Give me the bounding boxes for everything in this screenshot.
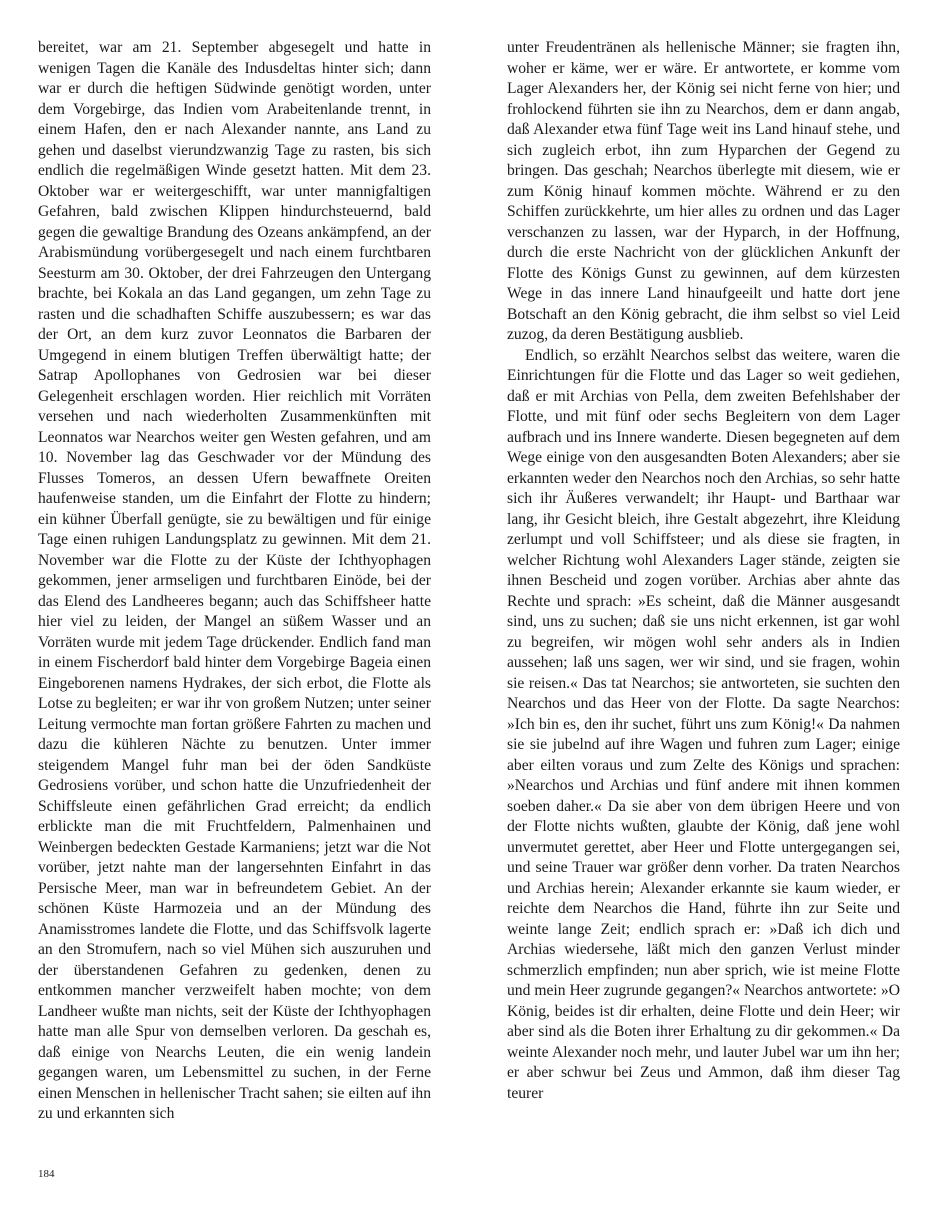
right-column	[507, 38, 900, 1125]
book-page	[38, 38, 900, 1180]
left-paragraph-1: bereitet, war am 21. September abgesegelt und hatte in wenigen Tagen die Kanäle des Indusdeltas hinter sich; dann war er durch die heftigen Südwinde genötigt worden, unter dem Vorgebirge, das Indien vom Arabeitenlande trennt, in einem Hafen, den er nach Alexander nannte, ans Land zu gehen und daselbst vierundzwanzig Tage zu rasten, bis sich endlich die regelmäßigen Winde gesetzt hatten. Mit dem 23. Oktober war er weitergeschifft, war unter mannigfaltigen Gefahren, bald zwischen Klippen hindurchsteuernd, bald gegen die gewaltige Brandung des Ozeans ankämpfend, an der Arabismündung vorübergesegelt und nach einem furchtbaren Seesturm am 30. Oktober, der drei Fahrzeugen den Untergang brachte, bei Kokala an das Land gegangen, um zehn Tage zu rasten und die schadhaften Schiffe auszubessern; es war das der Ort, an dem kurz zuvor Leonnatos die Barbaren der Umgegend in einem blutigen Treffen überwältigt hatte; der Satrap Apollophanes von Gedrosien war bei dieser Gelegenheit erschlagen worden. Hier reichlich mit Vorräten versehen und nach wiederholten Zusammenkünften mit Leonnatos war Nearchos weiter gen Westen gefahren, und am 10. November lag das Geschwader vor der Mündung des Flusses Tomeros, an dessen Ufern bewaffnete Oreiten haufenweise standen, um die Einfahrt der Flotte zu hindern; ein kühner Überfall genügte, sie zu bewältigen und für einige Tage einen ruhigen Landungsplatz zu gewinnen. Mit dem 21. November war die Flotte zu der Küste der Ichthyophagen gekommen, jener armseligen und furchtbaren Einöde, bei der das Elend des Landheeres begann; auch das Schiffsheer hatte hier viel zu leiden, der Mangel an süßem Wasser und an Vorräten wurde mit jedem Tage drückender. Endlich fand man in einem Fischerdorf bald hinter dem Vorgebirge Bageia einen Eingeborenen namens Hydrakes, der sich erbot, die Flotte als Lotse zu begleiten; er war ihr von großem Nutzen; unter seiner Leitung vermochte man fortan größere Fahrten zu machen und dazu die kühleren Nächte zu benutzen. Unter immer steigendem Mangel fuhr man bei der öden Sandküste Gedrosiens vorüber, und schon hatte die Unzufriedenheit der Schiffsleute einen gefährlichen Grad erreicht; da endlich erblickte man die mit Fruchtfeldern, Palmenhainen und Weinbergen bedeckten Gestade Karmaniens; jetzt war die Not vorüber, jetzt nahte man der langersehnten Einfahrt in das Persische Meer, man war in befreundetem Gebiet. An der schönen Küste Harmozeia und an der Mündung des Anamisstromes landete die Flotte, und das Schiffsvolk lagerte an den Stromufern, nach so viel Mühen sich auszuruhen und der überstandenen Gefahren zu gedenken, denen zu entkommen mancher verzweifelt haben mochte; von dem Landheer wußte man nichts, seit der Küste der Ichthyophagen hatte man alle Spur von demselben verloren. Da geschah es, daß einige von Nearchs Leuten, die ein wenig landein gegangen waren, um Lebensmittel zu suchen, in der Ferne einen Menschen in hellenischer Tracht sahen; sie eilten auf ihn zu und erkannten sich	[38, 39, 431, 1122]
page-number: 184	[38, 1168, 55, 1180]
left-column	[38, 38, 431, 1125]
text-columns	[38, 38, 900, 1125]
right-paragraph-1: unter Freudentränen als hellenische Männer; sie fragten ihn, woher er käme, wer er wäre. Er antwortete, er komme vom Lager Alexanders her, der König sei nicht ferne von hier; und frohlockend führten sie ihn zu Nearchos, dem er dann angab, daß Alexander etwa fünf Tage weit ins Land hinauf stehe, und sich zugleich erbot, ihn zum Hyparchen der Gegend zu bringen. Das geschah; Nearchos überlegte mit diesem, wie er zum König hinauf kommen möchte. Während er zu den Schiffen zurückkehrte, um hier alles zu ordnen und das Lager verschanzen zu lassen, war der Hyparch, in der Hoffnung, durch die erste Nachricht von der glücklichen Ankunft der Flotte des Königs Gunst zu gewinnen, auf dem kürzesten Wege in das innere Land hinaufgeeilt und hatte dort jene Botschaft an den König gebracht, die ihm selbst so viel Leid zuzog, da deren Bestätigung ausblieb.	[507, 39, 900, 343]
right-paragraph-2: Endlich, so erzählt Nearchos selbst das weitere, waren die Einrichtungen für die Flotte und das Lager so weit gediehen, daß er mit Archias von Pella, dem zweiten Befehlshaber der Flotte, und mit fünf oder sechs Begleitern von dem Lager aufbrach und ins Innere wanderte. Diesen begegneten auf dem Wege einige von den ausgesandten Boten Alexanders; aber sie erkannten weder den Nearchos noch den Archias, so sehr hatte sich ihr Äußeres verwandelt; ihr Haupt- und Barthaar war lang, ihr Gesicht bleich, ihre Gestalt abgezehrt, ihre Kleidung zerlumpt und voll Schiffsteer; und als diese sie fragten, in welcher Richtung wohl Alexanders Lager stände, zeigten sie ihnen Bescheid und zogen vorüber. Archias aber ahnte das Rechte und sprach: »Es scheint, daß die Männer ausgesandt sind, uns zu suchen; daß sie uns nicht erkennen, ist gar wohl zu begreifen, wir mögen wohl sehr anders als in Indien aussehen; laß uns sagen, wer wir sind, und sie fragen, wohin sie reisen.« Das tat Nearchos; sie antworteten, sie suchten den Nearchos und das Heer von der Flotte. Da sagte Nearchos: »Ich bin es, den ihr suchet, führt uns zum König!« Da nahmen sie sie jubelnd auf ihre Wagen und fuhren zum Lager; einige aber eilten voraus und zum Zelte des Königs und sprachen: »Nearchos und Archias und fünf andere mit ihnen kommen soeben daher.« Da sie aber von dem übrigen Heere und von der Flotte nichts wußten, glaubte der König, daß jene wohl unvermutet gerettet, aber Heer und Flotte untergegangen sei, und seine Trauer war größer denn vorher. Da traten Nearchos und Archias herein; Alexander erkannte sie kaum wieder, er reichte dem Nearchos die Hand, führte ihn zur Seite und weinte lange Zeit; endlich sprach er: »Daß ich dich und Archias wiedersehe, läßt mich den ganzen Verlust minder schmerzlich empfinden; nun aber sprich, wie ist meine Flotte und mein Heer zugrunde gegangen?« Nearchos antwortete: »O König, beides ist dir erhalten, deine Flotte und dein Heer; wir aber sind als die Boten ihrer Erhaltung zu dir gekommen.« Da weinte Alexander noch mehr, und lauter Jubel war um ihn her; er aber schwur bei Zeus und Ammon, daß ihm dieser Tag teurer	[507, 346, 900, 1102]
